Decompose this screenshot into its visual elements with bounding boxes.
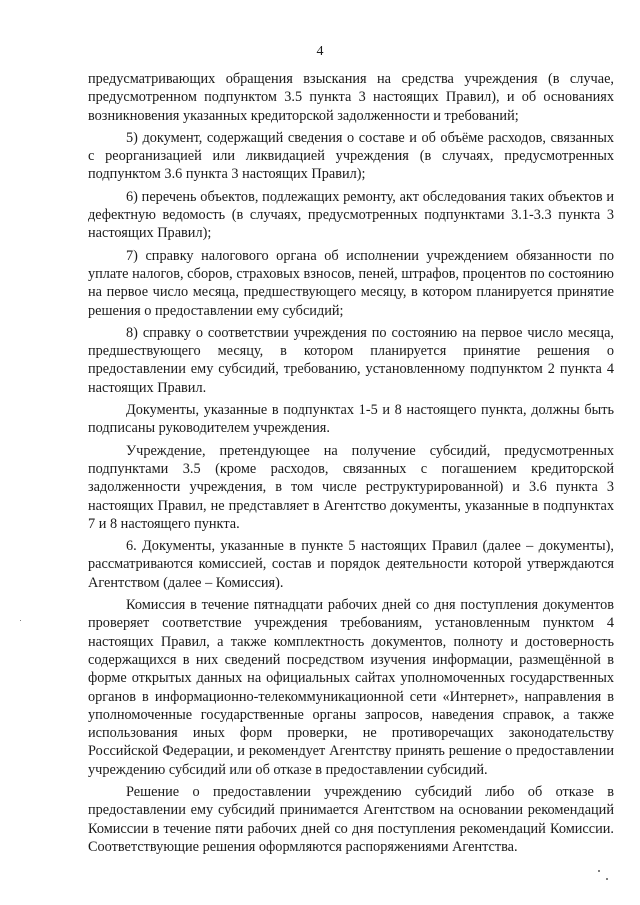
paragraph: 5) документ, содержащий сведения о составе и об объёме расходов, связанных с реорганизацией или ликвидацией учреждения (в случаях, предусмотренных подпунктом 3.6 пункта 3 настоящих Правил); [88, 129, 614, 183]
paragraph: Учреждение, претендующее на получение субсидий, предусмотренных подпунктами 3.5 (кроме расходов, связанных с погашением кредиторской задолженности учреждения, в том числе реструктурированной) и 3.6 пункта 3 настоящих Правил, не представляет в Агентство документы, указанные в подпунктах 7 и 8 настоящего пункта. [88, 442, 614, 532]
paragraph: 6) перечень объектов, подлежащих ремонту, акт обследования таких объектов и дефектную ведомость (в случаях, предусмотренных подпунктами 3.1-3.3 пункта 3 настоящих Правил); [88, 188, 614, 242]
paragraph: Документы, указанные в подпунктах 1-5 и 8 настоящего пункта, должны быть подписаны руководителем учреждения. [88, 402, 614, 437]
scan-speck [20, 620, 21, 621]
page-number: 4 [316, 44, 324, 59]
document-body [88, 70, 614, 860]
paragraph: предусматривающих обращения взыскания на средства учреждения (в случае, предусмотренном подпунктом 3.5 пункта 3 настоящих Правил), и об основаниях возникновения указанных кредиторской задолженности и требований; [88, 71, 614, 124]
scan-speck [598, 870, 600, 872]
paragraph: 8) справку о соответствии учреждения по состоянию на первое число месяца, предшествующего месяцу, в котором планируется принятие решения о предоставлении ему субсидий, требованию, установленному подпунктом 2 пункта 4 настоящих Правил. [88, 324, 614, 396]
paragraph: 7) справку налогового органа об исполнении учреждением обязанности по уплате налогов, сборов, страховых взносов, пеней, штрафов, процентов по состоянию на первое число месяца, предшествующего месяцу, в котором планируется принятие решения о предоставлении ему субсидий; [88, 247, 614, 319]
paragraph: 6. Документы, указанные в пункте 5 настоящих Правил (далее – документы), рассматриваются комиссией, состав и порядок деятельности которой утверждаются Агентством (далее – Комиссия). [88, 538, 614, 591]
paragraph: Решение о предоставлении учреждению субсидий либо об отказе в предоставлении ему субсидий принимается Агентством на основании рекомендаций Комиссии в течение пяти рабочих дней со дня поступления рекомендаций Комиссии. Соответствующие решения оформляются распоряжениями Агентства. [88, 783, 614, 855]
scan-speck [606, 878, 608, 880]
paragraph: Комиссия в течение пятнадцати рабочих дней со дня поступления документов проверяет соответствие учреждения требованиям, установленным пунктом 4 настоящих Правил, а также комплектность документов, полноту и достоверность содержащихся в них сведений посредством изучения информации, размещённой в форме открытых данных на официальных сайтах уполномоченных государственных органов в информационно-телекоммуникационной сети «Интернет», направления в уполномоченные государственные органы запросов, наведения справок, а также использования иных форм проверки, не противоречащих законодательству Российской Федерации, и рекомендует Агентству принять решение о предоставлении учреждению субсидий или об отказе в предоставлении субсидий. [88, 597, 614, 778]
